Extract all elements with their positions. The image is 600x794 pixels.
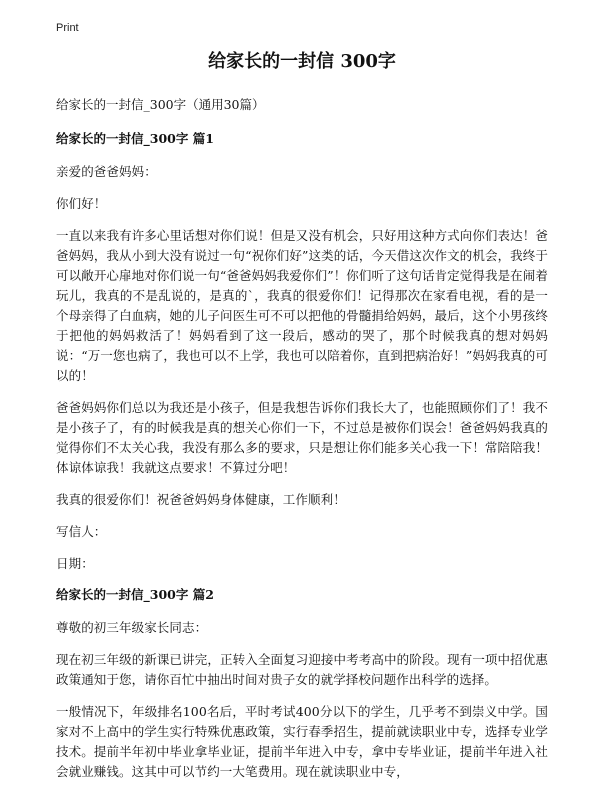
section-heading-1: 给家长的一封信_300字 篇1: [56, 131, 214, 146]
paragraph-body-4: 一般情况下，年级排名100名后，平时考试400分以下的学生，几乎考不到崇义中学。国家对不上高中的学生实行特殊优惠政策，实行春季招生，提前就读职业中专，选择专业学技术。提前半年初中毕业拿毕业证，提前半年进入中专，拿中专毕业证，提前半年进入社会就业赚钱。这其中可以节约一大笔费用。现在就读职业中专，: [56, 704, 548, 779]
paragraph-body-1: 一直以来我有许多心里话想对你们说！但是又没有机会，只好用这种方式向你们表达！爸爸妈妈，我从小到大没有说过一句“祝你们好”这类的话，今天借这次作文的机会，我终于可以敞开心扉地对你们说一句“爸爸妈妈我爱你们”！你们听了这句话肯定觉得我是在闹着玩儿，我真的不是乱说的，是真的`，我真的很爱你们！记得那次在家看电视，看的是一个母亲得了白血病，她的儿子问医生可不可以把他的骨髓捐给妈妈，最后，这个小男孩终于把他的妈妈救活了！妈妈看到了这一段后，感动的哭了，那个时候我真的想对妈妈说：“万一您也病了，我也可以不上学，我也可以陪着你，直到把病治好！”妈妈我真的可以的！: [56, 228, 548, 383]
paragraph-body-2: 爸爸妈妈你们总以为我还是小孩子，但是我想告诉你们我长大了，也能照顾你们了！我不是小孩子了，有的时候我是真的想关心你们一下，不过总是被你们误会！爸爸妈妈我真的觉得你们不太关心我，我没有那么多的要求，只是想让你们能多关心我一下！常陪陪我！体谅体谅我！我就这点要求！不算过分吧！: [56, 400, 548, 475]
paragraph-body-3: 现在初三年级的新课已讲完，正转入全面复习迎接中考考高中的阶段。现有一项中招优惠政策通知于您，请你百忙中抽出时间对贵子女的就学择校问题作出科学的选择。: [56, 652, 548, 687]
document-page: [56, 50, 548, 794]
paragraph-closing: 我真的很爱你们！祝爸爸妈妈身体健康，工作顺利！: [56, 492, 346, 507]
paragraph-date: 日期：: [56, 556, 94, 571]
paragraph-greeting: 亲爱的爸爸妈妈：: [56, 164, 157, 179]
paragraph-hello: 你们好！: [56, 196, 107, 211]
paragraph-salutation-2: 尊敬的初三年级家长同志：: [56, 620, 208, 635]
document-subtitle: 给家长的一封信_300字（通用30篇）: [56, 97, 265, 112]
print-link[interactable]: Print: [56, 22, 79, 34]
section-heading-2: 给家长的一封信_300字 篇2: [56, 587, 214, 602]
document-title: 给家长的一封信 300字: [208, 51, 396, 72]
paragraph-writer: 写信人：: [56, 524, 107, 539]
